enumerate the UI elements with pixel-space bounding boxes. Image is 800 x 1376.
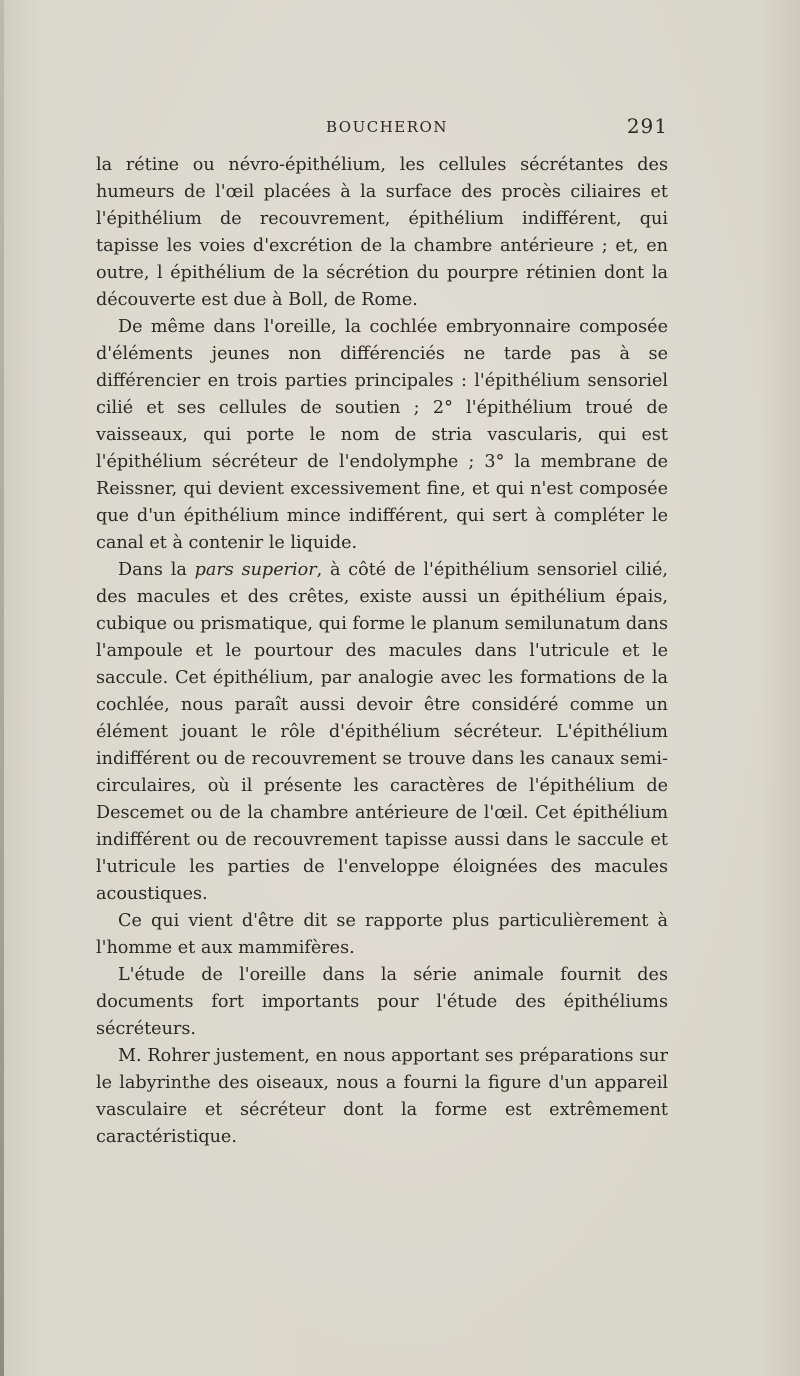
- paragraph-3-rest: , à côté de l'épithélium sensoriel cilié, des macules et des crêtes, existe aussi un épithélium épais, cubique ou prismatique, qui forme le planum semilunatum dans l'ampoule et le pourtour des macules dans l'utricule et le saccule. Cet épithélium, par analogie avec les formations de la cochlée, nous paraît aussi devoir être considéré comme un élément jouant le rôle d'épithélium sécréteur. L'épithélium indifférent ou de recouvrement se trouve dans les canaux semi-circulaires, où il présente les caractères de l'épithélium de Descemet ou de la chambre antérieure de l'œil. Cet épithélium indifférent ou de recouvrement tapisse aussi dans le saccule et l'utricule les parties de l'enveloppe éloignées des macules acoustiques.: [96, 560, 669, 904]
- paragraph-3-lead: Dans la: [118, 560, 195, 580]
- running-head-author: BOUCHERON: [326, 118, 448, 136]
- page-number: 291: [626, 114, 668, 138]
- paragraph-3: [96, 557, 668, 908]
- paragraph-6: M. Rohrer justement, en nous apportant ses préparations sur le labyrinthe des oiseaux, nous a fourni la figure d'un appareil vasculaire et sécréteur dont la forme est extrêmement caractéristique.: [96, 1046, 668, 1147]
- italic-term-pars-superior: pars superior: [194, 560, 317, 580]
- running-head: [96, 116, 668, 140]
- page-edge-shadow: [0, 0, 4, 1376]
- paragraph-2: De même dans l'oreille, la cochlée embryonnaire composée d'éléments jeunes non différenciés ne tarde pas à se différencier en trois parties principales : l'épithélium sensoriel cilié et ses cellules de soutien ; 2° l'épithélium troué de vaisseaux, qui porte le nom de stria vascularis, qui est l'épithélium sécréteur de l'endolymphe ; 3° la membrane de Reissner, qui devient excessivement fine, et qui n'est composée que d'un épithélium mince indifférent, qui sert à compléter le canal et à contenir le liquide.: [96, 317, 668, 553]
- paragraph-1: la rétine ou névro-épithélium, les cellules sécrétantes des humeurs de l'œil placées à la surface des procès ciliaires et l'épithélium de recouvrement, épithélium indifférent, qui tapisse les voies d'excrétion de la chambre antérieure ; et, en outre, l épithélium de la sécrétion du pourpre rétinien dont la découverte est due à Boll, de Rome.: [96, 155, 668, 310]
- paragraph-4: Ce qui vient d'être dit se rapporte plus particulièrement à l'homme et aux mammifères.: [96, 911, 668, 958]
- body-text: [96, 152, 668, 1151]
- paragraph-5: L'étude de l'oreille dans la série animale fournit des documents fort importants pour l'étude des épithéliums sécréteurs.: [96, 965, 668, 1039]
